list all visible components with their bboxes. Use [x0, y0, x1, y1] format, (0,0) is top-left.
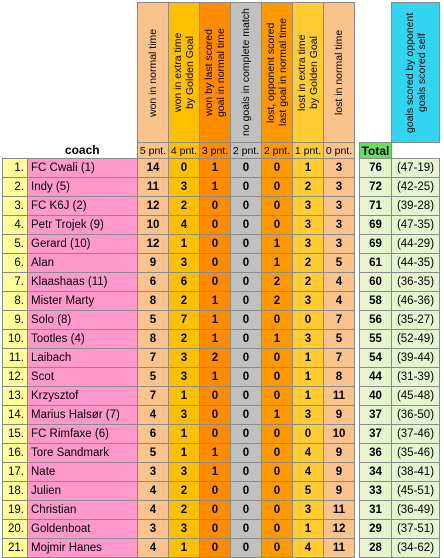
result-cell: 0: [262, 349, 293, 368]
result-cell: 3: [138, 463, 169, 482]
column-header: lost in normal time: [324, 3, 355, 143]
table-row: [3, 463, 440, 482]
result-cell: 0: [231, 482, 262, 501]
result-cell: 4: [138, 482, 169, 501]
total-cell: 36: [360, 444, 392, 463]
result-cell: 1: [169, 425, 200, 444]
goals-cell: (35-27): [392, 311, 440, 330]
total-cell: 28: [360, 539, 392, 558]
result-cell: 11: [324, 387, 355, 406]
goals-cell: (35-46): [392, 444, 440, 463]
total-cell: 34: [360, 463, 392, 482]
result-cell: 0: [200, 254, 231, 273]
result-cell: 0: [262, 501, 293, 520]
result-cell: 0: [262, 425, 293, 444]
coach-cell: Mojmir Hanes: [28, 539, 138, 558]
result-cell: 2: [200, 349, 231, 368]
goals-cell: (37-51): [392, 520, 440, 539]
rank-cell: 12.: [3, 368, 28, 387]
coach-cell: Julien: [28, 482, 138, 501]
goals-header: goals scored by opponent goals scored self: [392, 3, 440, 143]
result-cell: 7: [138, 387, 169, 406]
result-cell: 3: [324, 235, 355, 254]
rank-cell: 7.: [3, 273, 28, 292]
result-cell: 0: [293, 425, 324, 444]
result-cell: 11: [324, 539, 355, 558]
result-cell: 0: [262, 216, 293, 235]
result-cell: 0: [200, 406, 231, 425]
goals-cell: (47-19): [392, 159, 440, 178]
result-cell: 1: [200, 178, 231, 197]
rank-cell: 13.: [3, 387, 28, 406]
result-cell: 0: [200, 235, 231, 254]
table-row: [3, 235, 440, 254]
rank-cell: 6.: [3, 254, 28, 273]
total-cell: 60: [360, 273, 392, 292]
result-cell: 3: [169, 349, 200, 368]
result-cell: 12: [138, 197, 169, 216]
result-cell: 0: [231, 539, 262, 558]
result-cell: 0: [200, 387, 231, 406]
result-cell: 6: [138, 273, 169, 292]
total-cell: 58: [360, 292, 392, 311]
result-cell: 3: [293, 235, 324, 254]
points-label: 2 pnt.: [231, 143, 262, 159]
coach-cell: Nate: [28, 463, 138, 482]
result-cell: 0: [200, 539, 231, 558]
result-cell: 7: [138, 349, 169, 368]
goals-cell: (47-35): [392, 216, 440, 235]
result-cell: 3: [293, 406, 324, 425]
result-cell: 0: [262, 197, 293, 216]
goals-cell: (44-35): [392, 254, 440, 273]
result-cell: 0: [200, 520, 231, 539]
goals-cell: (36-49): [392, 501, 440, 520]
total-cell: 44: [360, 368, 392, 387]
goals-cell: (37-46): [392, 425, 440, 444]
table-row: [3, 406, 440, 425]
result-cell: 0: [231, 520, 262, 539]
result-cell: 3: [293, 501, 324, 520]
result-cell: 1: [200, 311, 231, 330]
rank-cell: 17.: [3, 463, 28, 482]
result-cell: 0: [262, 520, 293, 539]
rank-cell: 15.: [3, 425, 28, 444]
result-cell: 0: [231, 387, 262, 406]
result-cell: 8: [138, 330, 169, 349]
result-cell: 0: [231, 254, 262, 273]
table-row: [3, 292, 440, 311]
rank-cell: 11.: [3, 349, 28, 368]
column-header: won in normal time: [138, 3, 169, 143]
total-cell: 37: [360, 425, 392, 444]
result-cell: 3: [324, 216, 355, 235]
result-cell: 1: [200, 330, 231, 349]
result-cell: 0: [231, 235, 262, 254]
result-cell: 1: [293, 387, 324, 406]
result-cell: 2: [169, 197, 200, 216]
result-cell: 7: [324, 349, 355, 368]
result-cell: 1: [169, 235, 200, 254]
points-label: 3 pnt.: [200, 143, 231, 159]
goals-cell: (39-28): [392, 197, 440, 216]
result-cell: 8: [138, 292, 169, 311]
points-label: 5 pnt.: [138, 143, 169, 159]
result-cell: 0: [200, 197, 231, 216]
result-cell: 4: [324, 292, 355, 311]
table-row: [3, 197, 440, 216]
rank-cell: 18.: [3, 482, 28, 501]
result-cell: 0: [231, 501, 262, 520]
result-cell: 8: [324, 368, 355, 387]
result-cell: 5: [138, 311, 169, 330]
result-cell: 2: [293, 254, 324, 273]
coach-cell: Petr Trojek (9): [28, 216, 138, 235]
result-cell: 0: [231, 463, 262, 482]
coach-cell: FC Rimfaxe (6): [28, 425, 138, 444]
table-row: [3, 178, 440, 197]
result-cell: 0: [262, 539, 293, 558]
table-row: [3, 520, 440, 539]
result-cell: 0: [262, 159, 293, 178]
points-label: 1 pnt.: [293, 143, 324, 159]
label-spacer: [3, 143, 28, 159]
coach-cell: FC K6J (2): [28, 197, 138, 216]
result-cell: 1: [293, 520, 324, 539]
total-column-label: Total: [360, 143, 392, 159]
result-cell: 0: [200, 482, 231, 501]
result-cell: 3: [169, 520, 200, 539]
total-cell: 69: [360, 216, 392, 235]
points-label: 2 pnt.: [262, 143, 293, 159]
result-cell: 2: [262, 292, 293, 311]
result-cell: 3: [324, 197, 355, 216]
result-cell: 1: [293, 368, 324, 387]
rank-cell: 4.: [3, 216, 28, 235]
header-row: [3, 3, 440, 143]
result-cell: 0: [262, 368, 293, 387]
result-cell: 11: [138, 178, 169, 197]
result-cell: 0: [262, 444, 293, 463]
table-row: [3, 444, 440, 463]
coach-cell: Marius Halsør (7): [28, 406, 138, 425]
result-cell: 3: [169, 463, 200, 482]
total-cell: 37: [360, 406, 392, 425]
result-cell: 0: [231, 273, 262, 292]
coach-cell: Laibach: [28, 349, 138, 368]
goals-cell: (39-44): [392, 349, 440, 368]
result-cell: 11: [324, 501, 355, 520]
result-cell: 12: [324, 520, 355, 539]
result-cell: 12: [138, 235, 169, 254]
rank-cell: 8.: [3, 292, 28, 311]
rank-cell: 21.: [3, 539, 28, 558]
result-cell: 2: [169, 482, 200, 501]
result-cell: 1: [262, 254, 293, 273]
result-cell: 7: [169, 311, 200, 330]
result-cell: 1: [293, 349, 324, 368]
table-row: [3, 539, 440, 558]
coach-cell: Krzysztof: [28, 387, 138, 406]
result-cell: 0: [231, 216, 262, 235]
coach-cell: Scot: [28, 368, 138, 387]
result-cell: 9: [324, 482, 355, 501]
total-cell: 54: [360, 349, 392, 368]
table-row: [3, 216, 440, 235]
result-cell: 1: [293, 159, 324, 178]
result-cell: 2: [169, 292, 200, 311]
coach-cell: FC Cwali (1): [28, 159, 138, 178]
label-gap: [392, 143, 440, 159]
result-cell: 6: [138, 425, 169, 444]
rank-cell: 5.: [3, 235, 28, 254]
total-cell: 56: [360, 311, 392, 330]
result-cell: 9: [138, 254, 169, 273]
result-cell: 0: [293, 311, 324, 330]
result-cell: 0: [262, 387, 293, 406]
rank-cell: 19.: [3, 501, 28, 520]
result-cell: 0: [231, 330, 262, 349]
result-cell: 1: [169, 539, 200, 558]
result-cell: 0: [200, 501, 231, 520]
table-row: [3, 425, 440, 444]
total-cell: 69: [360, 235, 392, 254]
rank-cell: 10.: [3, 330, 28, 349]
result-cell: 1: [169, 387, 200, 406]
result-cell: 1: [200, 463, 231, 482]
result-cell: 9: [324, 463, 355, 482]
table-row: [3, 349, 440, 368]
column-header: no goals in complete match: [231, 3, 262, 143]
result-cell: 1: [200, 444, 231, 463]
coach-column-label: coach: [28, 143, 138, 159]
table-row: [3, 387, 440, 406]
result-cell: 14: [138, 159, 169, 178]
result-cell: 0: [169, 159, 200, 178]
total-cell: 61: [360, 254, 392, 273]
column-header: lost, opponent scored last goal in normal time: [262, 3, 293, 143]
result-cell: 3: [138, 520, 169, 539]
result-cell: 3: [293, 292, 324, 311]
table-row: [3, 254, 440, 273]
total-cell: 31: [360, 501, 392, 520]
rank-cell: 9.: [3, 311, 28, 330]
rank-cell: 2.: [3, 178, 28, 197]
coach-cell: Solo (8): [28, 311, 138, 330]
table-row: [3, 311, 440, 330]
result-cell: 10: [324, 425, 355, 444]
rank-cell: 14.: [3, 406, 28, 425]
result-cell: 5: [138, 444, 169, 463]
result-cell: 3: [293, 216, 324, 235]
column-header: lost in extra time by Golden Goal: [293, 3, 324, 143]
result-cell: 4: [138, 539, 169, 558]
result-cell: 0: [231, 444, 262, 463]
coach-cell: Alan: [28, 254, 138, 273]
result-cell: 4: [138, 501, 169, 520]
table-row: [3, 368, 440, 387]
result-cell: 0: [200, 273, 231, 292]
result-cell: 3: [169, 254, 200, 273]
result-cell: 3: [169, 406, 200, 425]
result-cell: 2: [169, 501, 200, 520]
result-cell: 0: [231, 368, 262, 387]
goals-cell: (46-36): [392, 292, 440, 311]
result-cell: 0: [231, 292, 262, 311]
label-row: [3, 143, 440, 159]
goals-cell: (45-48): [392, 387, 440, 406]
points-label: 4 pnt.: [169, 143, 200, 159]
coach-cell: Tore Sandmark: [28, 444, 138, 463]
coach-cell: Klaashaas (11): [28, 273, 138, 292]
goals-cell: (44-29): [392, 235, 440, 254]
result-cell: 7: [324, 311, 355, 330]
result-cell: 5: [324, 254, 355, 273]
goals-cell: (38-41): [392, 463, 440, 482]
result-cell: 0: [262, 463, 293, 482]
total-cell: 76: [360, 159, 392, 178]
result-cell: 0: [231, 406, 262, 425]
header-spacer: [3, 3, 28, 143]
total-cell: 55: [360, 330, 392, 349]
result-cell: 0: [200, 425, 231, 444]
result-cell: 0: [231, 349, 262, 368]
result-cell: 3: [169, 368, 200, 387]
goals-cell: (42-25): [392, 178, 440, 197]
result-cell: 3: [324, 159, 355, 178]
rank-cell: 20.: [3, 520, 28, 539]
result-cell: 4: [169, 216, 200, 235]
table-row: [3, 330, 440, 349]
coach-cell: Gerard (10): [28, 235, 138, 254]
result-cell: 0: [231, 425, 262, 444]
total-cell: 72: [360, 178, 392, 197]
result-cell: 5: [138, 368, 169, 387]
goals-cell: (45-51): [392, 482, 440, 501]
total-cell: 71: [360, 197, 392, 216]
standings-table: [2, 2, 440, 558]
result-cell: 9: [324, 444, 355, 463]
result-cell: 2: [293, 273, 324, 292]
result-cell: 3: [324, 178, 355, 197]
coach-cell: Christian: [28, 501, 138, 520]
table-row: [3, 482, 440, 501]
total-cell: 40: [360, 387, 392, 406]
goals-cell: (52-49): [392, 330, 440, 349]
goals-cell: (36-35): [392, 273, 440, 292]
result-cell: 1: [200, 159, 231, 178]
coach-cell: Mister Marty: [28, 292, 138, 311]
result-cell: 1: [262, 330, 293, 349]
result-cell: 2: [262, 273, 293, 292]
result-cell: 0: [231, 197, 262, 216]
result-cell: 3: [293, 330, 324, 349]
result-cell: 0: [262, 482, 293, 501]
rank-cell: 16.: [3, 444, 28, 463]
result-cell: 0: [262, 311, 293, 330]
points-label: 0 pnt.: [324, 143, 355, 159]
rank-cell: 3.: [3, 197, 28, 216]
result-cell: 9: [324, 406, 355, 425]
result-cell: 1: [262, 406, 293, 425]
coach-cell: Indy (5): [28, 178, 138, 197]
result-cell: 1: [169, 444, 200, 463]
table-row: [3, 273, 440, 292]
result-cell: 0: [231, 311, 262, 330]
result-cell: 0: [200, 216, 231, 235]
rank-cell: 1.: [3, 159, 28, 178]
header-gap: [360, 3, 392, 143]
column-header: won in extra time by Golden Goal: [169, 3, 200, 143]
result-cell: 6: [169, 273, 200, 292]
result-cell: 3: [293, 197, 324, 216]
goals-cell: (31-39): [392, 368, 440, 387]
result-cell: 1: [200, 292, 231, 311]
result-cell: 1: [262, 235, 293, 254]
result-cell: 5: [324, 330, 355, 349]
table-row: [3, 159, 440, 178]
result-cell: 0: [231, 159, 262, 178]
result-cell: 2: [169, 330, 200, 349]
result-cell: 4: [293, 444, 324, 463]
result-cell: 1: [200, 368, 231, 387]
total-cell: 29: [360, 520, 392, 539]
result-cell: 2: [293, 178, 324, 197]
result-cell: 4: [293, 539, 324, 558]
header-spacer: [28, 3, 138, 143]
result-cell: 4: [138, 406, 169, 425]
table-row: [3, 501, 440, 520]
result-cell: 3: [169, 178, 200, 197]
result-cell: 4: [293, 463, 324, 482]
coach-cell: Tootles (4): [28, 330, 138, 349]
result-cell: 0: [231, 178, 262, 197]
result-cell: 10: [138, 216, 169, 235]
total-cell: 33: [360, 482, 392, 501]
column-header: won by last scored goal in normal time: [200, 3, 231, 143]
coach-cell: Goldenboat: [28, 520, 138, 539]
result-cell: 0: [262, 178, 293, 197]
result-cell: 4: [324, 273, 355, 292]
result-cell: 5: [293, 482, 324, 501]
goals-cell: (36-50): [392, 406, 440, 425]
goals-cell: (34-62): [392, 539, 440, 558]
